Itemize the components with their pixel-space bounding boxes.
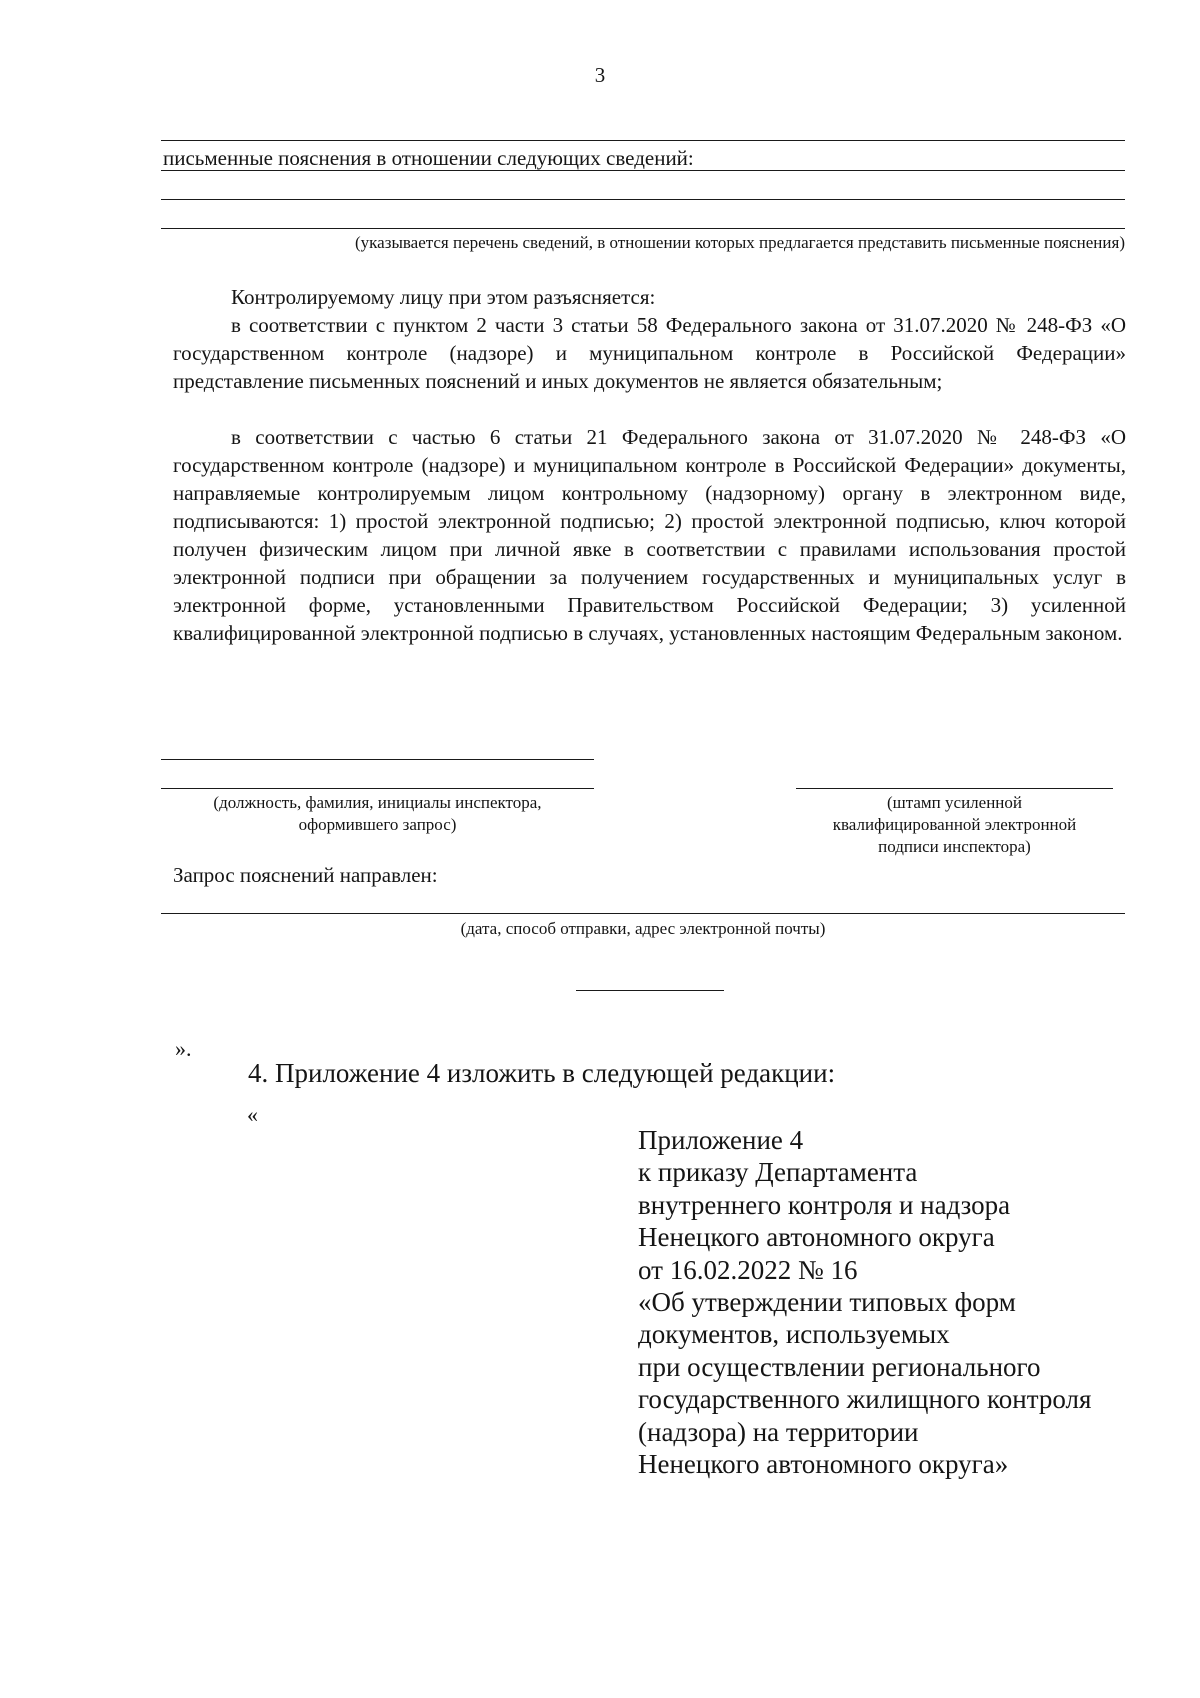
stamp-caption-line: (штамп усиленной — [886, 793, 1022, 812]
appendix-heading-line: внутреннего контроля и надзора — [638, 1189, 1011, 1220]
inspector-caption — [161, 792, 594, 836]
appendix-heading-line: Ненецкого автономного округа — [638, 1222, 995, 1253]
opening-quote: « — [247, 1102, 258, 1127]
appendix-heading-line: к приказу Департамента — [638, 1157, 918, 1188]
blank-line — [161, 140, 1125, 141]
stamp-caption-line: подписи инспектора) — [878, 837, 1031, 856]
appendix-heading-line: от 16.02.2022 № 16 — [638, 1254, 858, 1285]
request-sent-label: Запрос пояснений направлен: — [173, 863, 438, 887]
page-number: 3 — [594, 63, 606, 87]
closing-quote: ». — [175, 1036, 192, 1061]
appendix-heading-line: (надзора) на территории — [638, 1416, 919, 1447]
appendix-heading-line: государственного жилищного контроля — [638, 1384, 1092, 1415]
appendix-heading-line: Приложение 4 — [638, 1125, 804, 1155]
blank-line — [161, 199, 1125, 200]
separator-line — [576, 990, 724, 991]
appendix-heading-line: документов, используемых — [638, 1319, 950, 1350]
clarification-intro: Контролируемому лицу при этом разъясняется: — [231, 285, 656, 309]
clarification-paragraph-2: в соответствии с частью 6 статьи 21 Федерального закона от 31.07.2020 № 248-ФЗ «О государственном контроле (надзоре) и муниципальном контроле в Российской Федерации» документы, направляемые контролируемым лицом контрольному (надзорному) органу в электронном виде, подписываются: 1) простой электронной подписью; 2) простой электронной подписью, ключ которой получен физическим лицом при личной явке в соответствии с правилами использования простой электронной подписи при обращении за получением государственных и муниципальных услуг в электронной форме, установленными Правительством Российской Федерации; 3) усиленной квалифицированной электронной подписью в случаях, установленных настоящим Федеральным законом. — [173, 425, 1126, 645]
inspector-caption-line: (должность, фамилия, инициалы инспектора, — [213, 793, 542, 812]
inspector-caption-line: оформившего запрос) — [298, 815, 457, 834]
appendix-heading — [638, 1124, 1091, 1480]
blank-line — [161, 170, 1125, 171]
stamp-caption — [796, 792, 1113, 858]
clarification-paragraph-1: в соответствии с пунктом 2 части 3 статьи 58 Федерального закона от 31.07.2020 № 248-ФЗ «О государственном контроле (надзоре) и муниципальном контроле в Российской Федерации» представление письменных пояснений и иных документов не является обязательным; — [173, 313, 1126, 393]
list-caption: (указывается перечень сведений, в отношении которых предлагается представить письменные пояснения) — [355, 233, 1125, 252]
explanations-lead-text: письменные пояснения в отношении следующих сведений: — [163, 146, 694, 170]
appendix-heading-line: Ненецкого автономного округа» — [638, 1449, 1009, 1480]
signature-line — [161, 759, 594, 760]
stamp-caption-line: квалифицированной электронной — [832, 815, 1077, 834]
sent-info-caption: (дата, способ отправки, адрес электронной почты) — [460, 919, 826, 938]
stamp-line — [796, 788, 1113, 789]
appendix-heading-line: при осуществлении регионального — [638, 1351, 1041, 1382]
appendix-heading-line: «Об утверждении типовых форм — [638, 1287, 1016, 1318]
blank-line — [161, 228, 1125, 229]
sent-info-line — [161, 913, 1125, 914]
item-4-text: 4. Приложение 4 изложить в следующей редакции: — [248, 1058, 836, 1088]
signature-line — [161, 788, 594, 789]
